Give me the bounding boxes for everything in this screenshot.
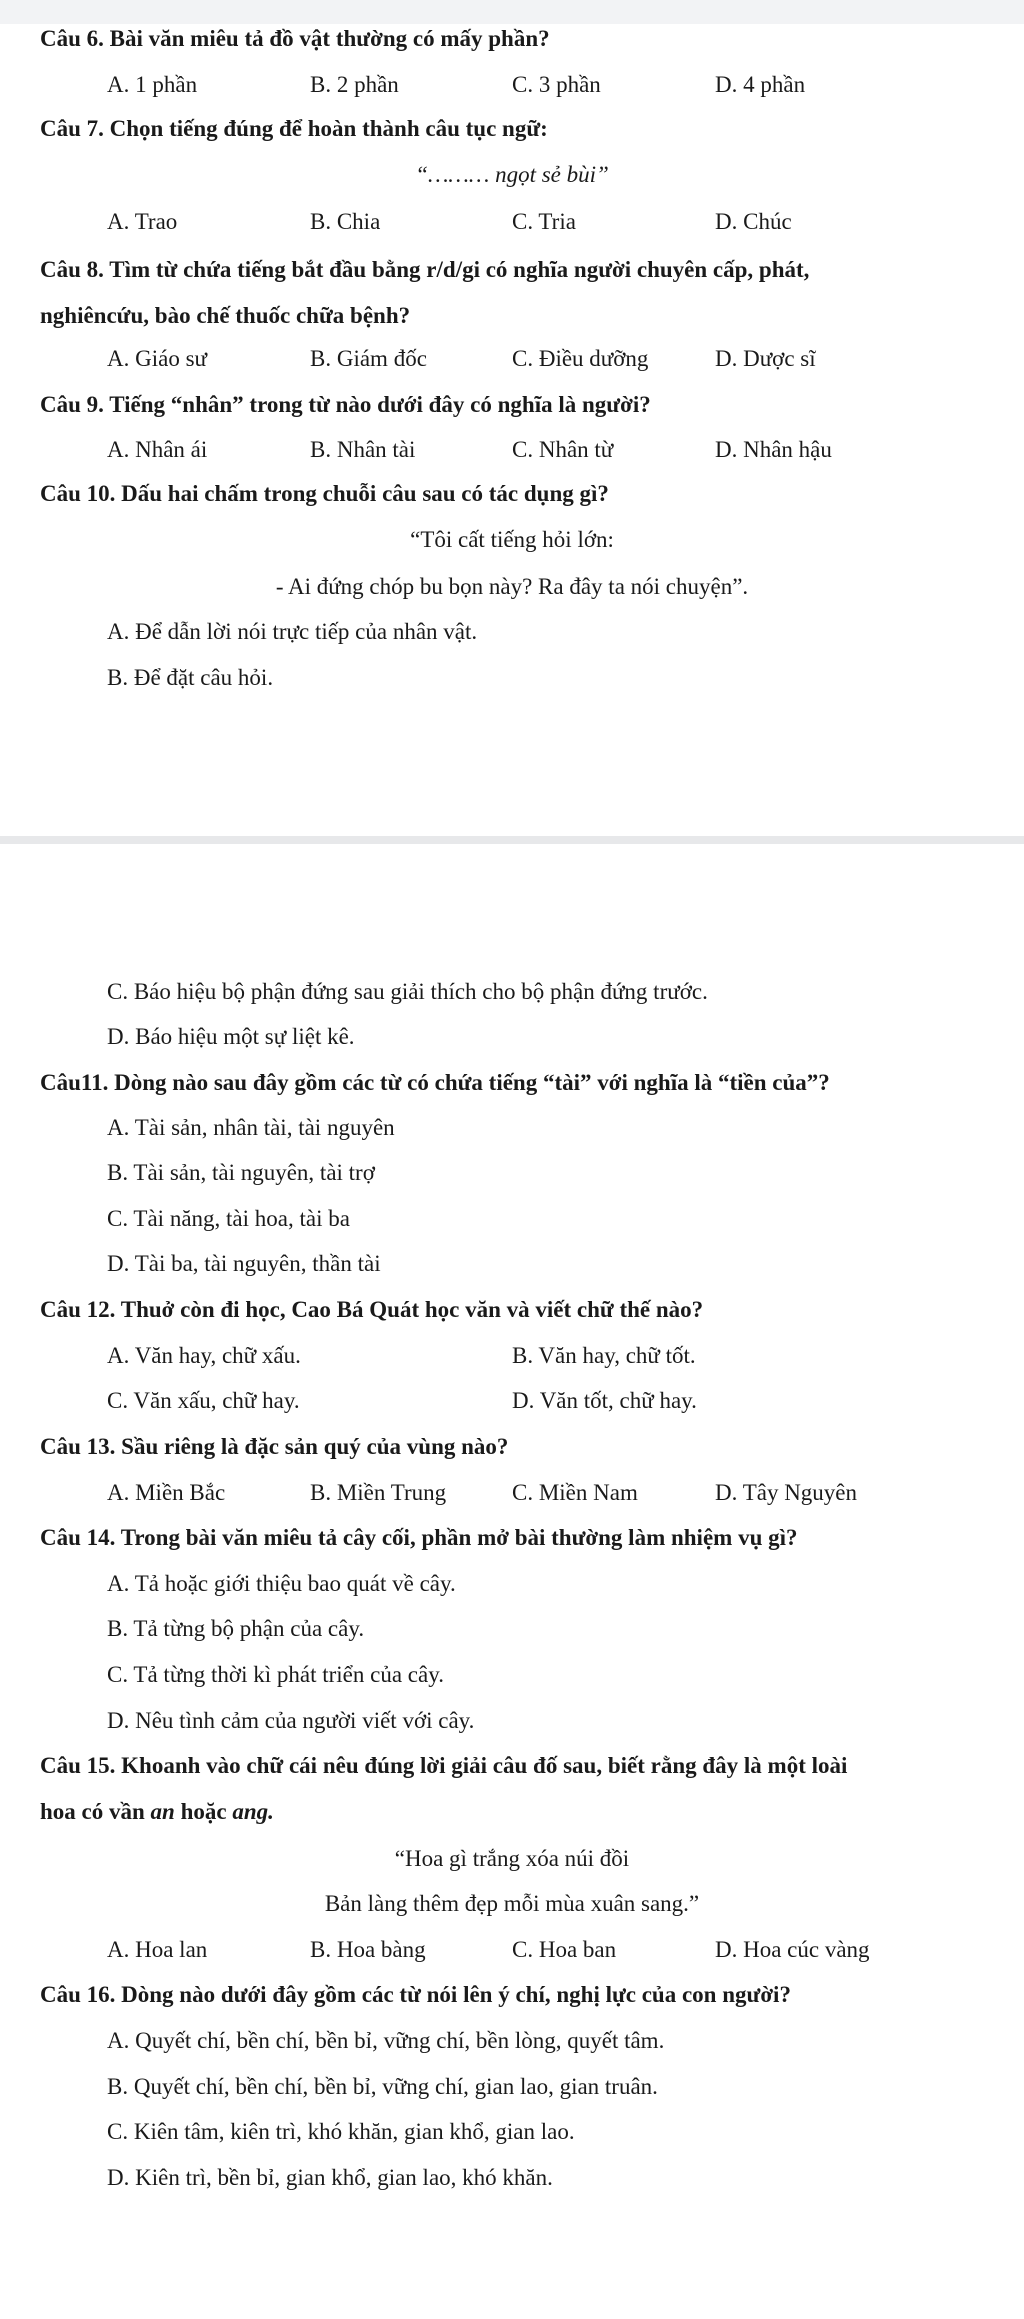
q14-option-d[interactable]: D. Nêu tình cảm của người viết với cây. [107, 1708, 475, 1733]
q9-option-b[interactable]: B. Nhân tài [310, 437, 416, 462]
question-12-options-row-1 [0, 1341, 1024, 1371]
document-page-2 [0, 844, 1024, 2319]
question-9-options [0, 435, 1024, 465]
q15-option-b[interactable]: B. Hoa bàng [310, 1937, 426, 1962]
q16-option-d[interactable]: D. Kiên trì, bền bỉ, gian khổ, gian lao, khó khăn. [107, 2165, 553, 2190]
q7-option-d[interactable]: D. Chúc [715, 209, 792, 234]
question-13-title: Câu 13. Sầu riêng là đặc sản quý của vùng nào? [40, 1434, 509, 1459]
q7-option-a[interactable]: A. Trao [107, 209, 178, 234]
question-15-title-line-2 [40, 1797, 274, 1827]
question-15-title-line-1: Câu 15. Khoanh vào chữ cái nêu đúng lời giải câu đố sau, biết rằng đây là một loài [40, 1753, 848, 1778]
q15-title-rhyme-ang: ang. [232, 1799, 274, 1824]
document-page-1 [0, 0, 1024, 836]
q13-option-c[interactable]: C. Miền Nam [512, 1480, 638, 1505]
q11-option-a[interactable]: A. Tài sản, nhân tài, tài nguyên [107, 1115, 395, 1140]
question-16-title: Câu 16. Dòng nào dưới đây gồm các từ nói lên ý chí, nghị lực của con người? [40, 1982, 791, 2007]
q16-option-c[interactable]: C. Kiên tâm, kiên trì, khó khăn, gian khổ, gian lao. [107, 2119, 575, 2144]
question-15-options [0, 1935, 1024, 1965]
q10-option-d[interactable]: D. Báo hiệu một sự liệt kê. [107, 1024, 355, 1049]
q14-option-a[interactable]: A. Tả hoặc giới thiệu bao quát về cây. [107, 1571, 456, 1596]
q8-option-d[interactable]: D. Dược sĩ [715, 346, 816, 371]
q10-option-a[interactable]: A. Để dẫn lời nói trực tiếp của nhân vật. [107, 619, 478, 644]
q15-title-text-a: hoa có vần [40, 1799, 151, 1824]
q6-option-b[interactable]: B. 2 phần [310, 72, 399, 97]
q15-option-a[interactable]: A. Hoa lan [107, 1937, 208, 1962]
question-12-options-row-2 [0, 1386, 1024, 1416]
question-8-options [0, 344, 1024, 374]
q11-option-c[interactable]: C. Tài năng, tài hoa, tài ba [107, 1206, 350, 1231]
q12-option-b[interactable]: B. Văn hay, chữ tốt. [512, 1343, 696, 1368]
q12-option-c[interactable]: C. Văn xấu, chữ hay. [107, 1388, 300, 1413]
q15-title-text-b: hoặc [174, 1799, 233, 1824]
q8-option-a[interactable]: A. Giáo sư [107, 346, 207, 371]
q13-option-d[interactable]: D. Tây Nguyên [715, 1480, 858, 1505]
question-10-title: Câu 10. Dấu hai chấm trong chuỗi câu sau có tác dụng gì? [40, 481, 609, 506]
q7-option-c[interactable]: C. Tria [512, 209, 576, 234]
q13-option-b[interactable]: B. Miền Trung [310, 1480, 447, 1505]
question-7-options [0, 207, 1024, 237]
question-6-options [0, 70, 1024, 100]
q13-option-a[interactable]: A. Miền Bắc [107, 1480, 226, 1505]
question-13-options [0, 1478, 1024, 1508]
q9-option-d[interactable]: D. Nhân hậu [715, 437, 832, 462]
q6-option-a[interactable]: A. 1 phần [107, 72, 198, 97]
question-8-title-line-2: nghiêncứu, bào chế thuốc chữa bệnh? [40, 303, 411, 328]
question-14-title: Câu 14. Trong bài văn miêu tả cây cối, phần mở bài thường làm nhiệm vụ gì? [40, 1525, 798, 1550]
question-7-title: Câu 7. Chọn tiếng đúng để hoàn thành câu tục ngữ: [40, 116, 548, 141]
q14-option-b[interactable]: B. Tả từng bộ phận của cây. [107, 1616, 365, 1641]
q12-option-d[interactable]: D. Văn tốt, chữ hay. [512, 1388, 697, 1413]
q8-option-b[interactable]: B. Giám đốc [310, 346, 427, 371]
question-10-quote-line-2: - Ai đứng chóp bu bọn này? Ra đây ta nói chuyện”. [275, 574, 749, 599]
q10-option-c[interactable]: C. Báo hiệu bộ phận đứng sau giải thích cho bộ phận đứng trước. [107, 979, 708, 1004]
top-margin-strip [0, 0, 1024, 24]
q9-option-a[interactable]: A. Nhân ái [107, 437, 208, 462]
question-7-quote: “……… ngọt sẻ bùi” [415, 162, 609, 187]
q14-option-c[interactable]: C. Tả từng thời kì phát triển của cây. [107, 1662, 444, 1687]
q15-option-d[interactable]: D. Hoa cúc vàng [715, 1937, 870, 1962]
q16-option-a[interactable]: A. Quyết chí, bền chí, bền bỉ, vững chí, bền lòng, quyết tâm. [107, 2028, 665, 2053]
question-9-title: Câu 9. Tiếng “nhân” trong từ nào dưới đây có nghĩa là người? [40, 392, 651, 417]
q7-option-b[interactable]: B. Chia [310, 209, 381, 234]
question-15-quote-line-2: Bản làng thêm đẹp mỗi mùa xuân sang.” [324, 1891, 700, 1916]
q10-option-b[interactable]: B. Để đặt câu hỏi. [107, 665, 274, 690]
question-10-quote-line-1: “Tôi cất tiếng hỏi lớn: [410, 527, 614, 552]
question-11-title: Câu11. Dòng nào sau đây gồm các từ có chứa tiếng “tài” với nghĩa là “tiền của”? [40, 1070, 830, 1095]
q12-option-a[interactable]: A. Văn hay, chữ xấu. [107, 1343, 301, 1368]
page-separator [0, 836, 1024, 844]
q11-option-b[interactable]: B. Tài sản, tài nguyên, tài trợ [107, 1160, 375, 1185]
q15-option-c[interactable]: C. Hoa ban [512, 1937, 617, 1962]
q15-title-rhyme-an: an [150, 1799, 175, 1824]
q16-option-b[interactable]: B. Quyết chí, bền chí, bền bỉ, vững chí, gian lao, gian truân. [107, 2074, 658, 2099]
question-8-title-line-1: Câu 8. Tìm từ chứa tiếng bắt đầu bằng r/d/gi có nghĩa người chuyên cấp, phát, [40, 257, 810, 282]
q6-option-d[interactable]: D. 4 phần [715, 72, 806, 97]
question-6-title: Câu 6. Bài văn miêu tả đồ vật thường có mấy phần? [40, 26, 550, 51]
question-15-quote-line-1: “Hoa gì trắng xóa núi đồi [394, 1846, 630, 1871]
q6-option-c[interactable]: C. 3 phần [512, 72, 601, 97]
question-12-title: Câu 12. Thuở còn đi học, Cao Bá Quát học văn và viết chữ thế nào? [40, 1297, 704, 1322]
q9-option-c[interactable]: C. Nhân từ [512, 437, 614, 462]
q8-option-c[interactable]: C. Điều dưỡng [512, 346, 649, 371]
q11-option-d[interactable]: D. Tài ba, tài nguyên, thần tài [107, 1251, 381, 1276]
